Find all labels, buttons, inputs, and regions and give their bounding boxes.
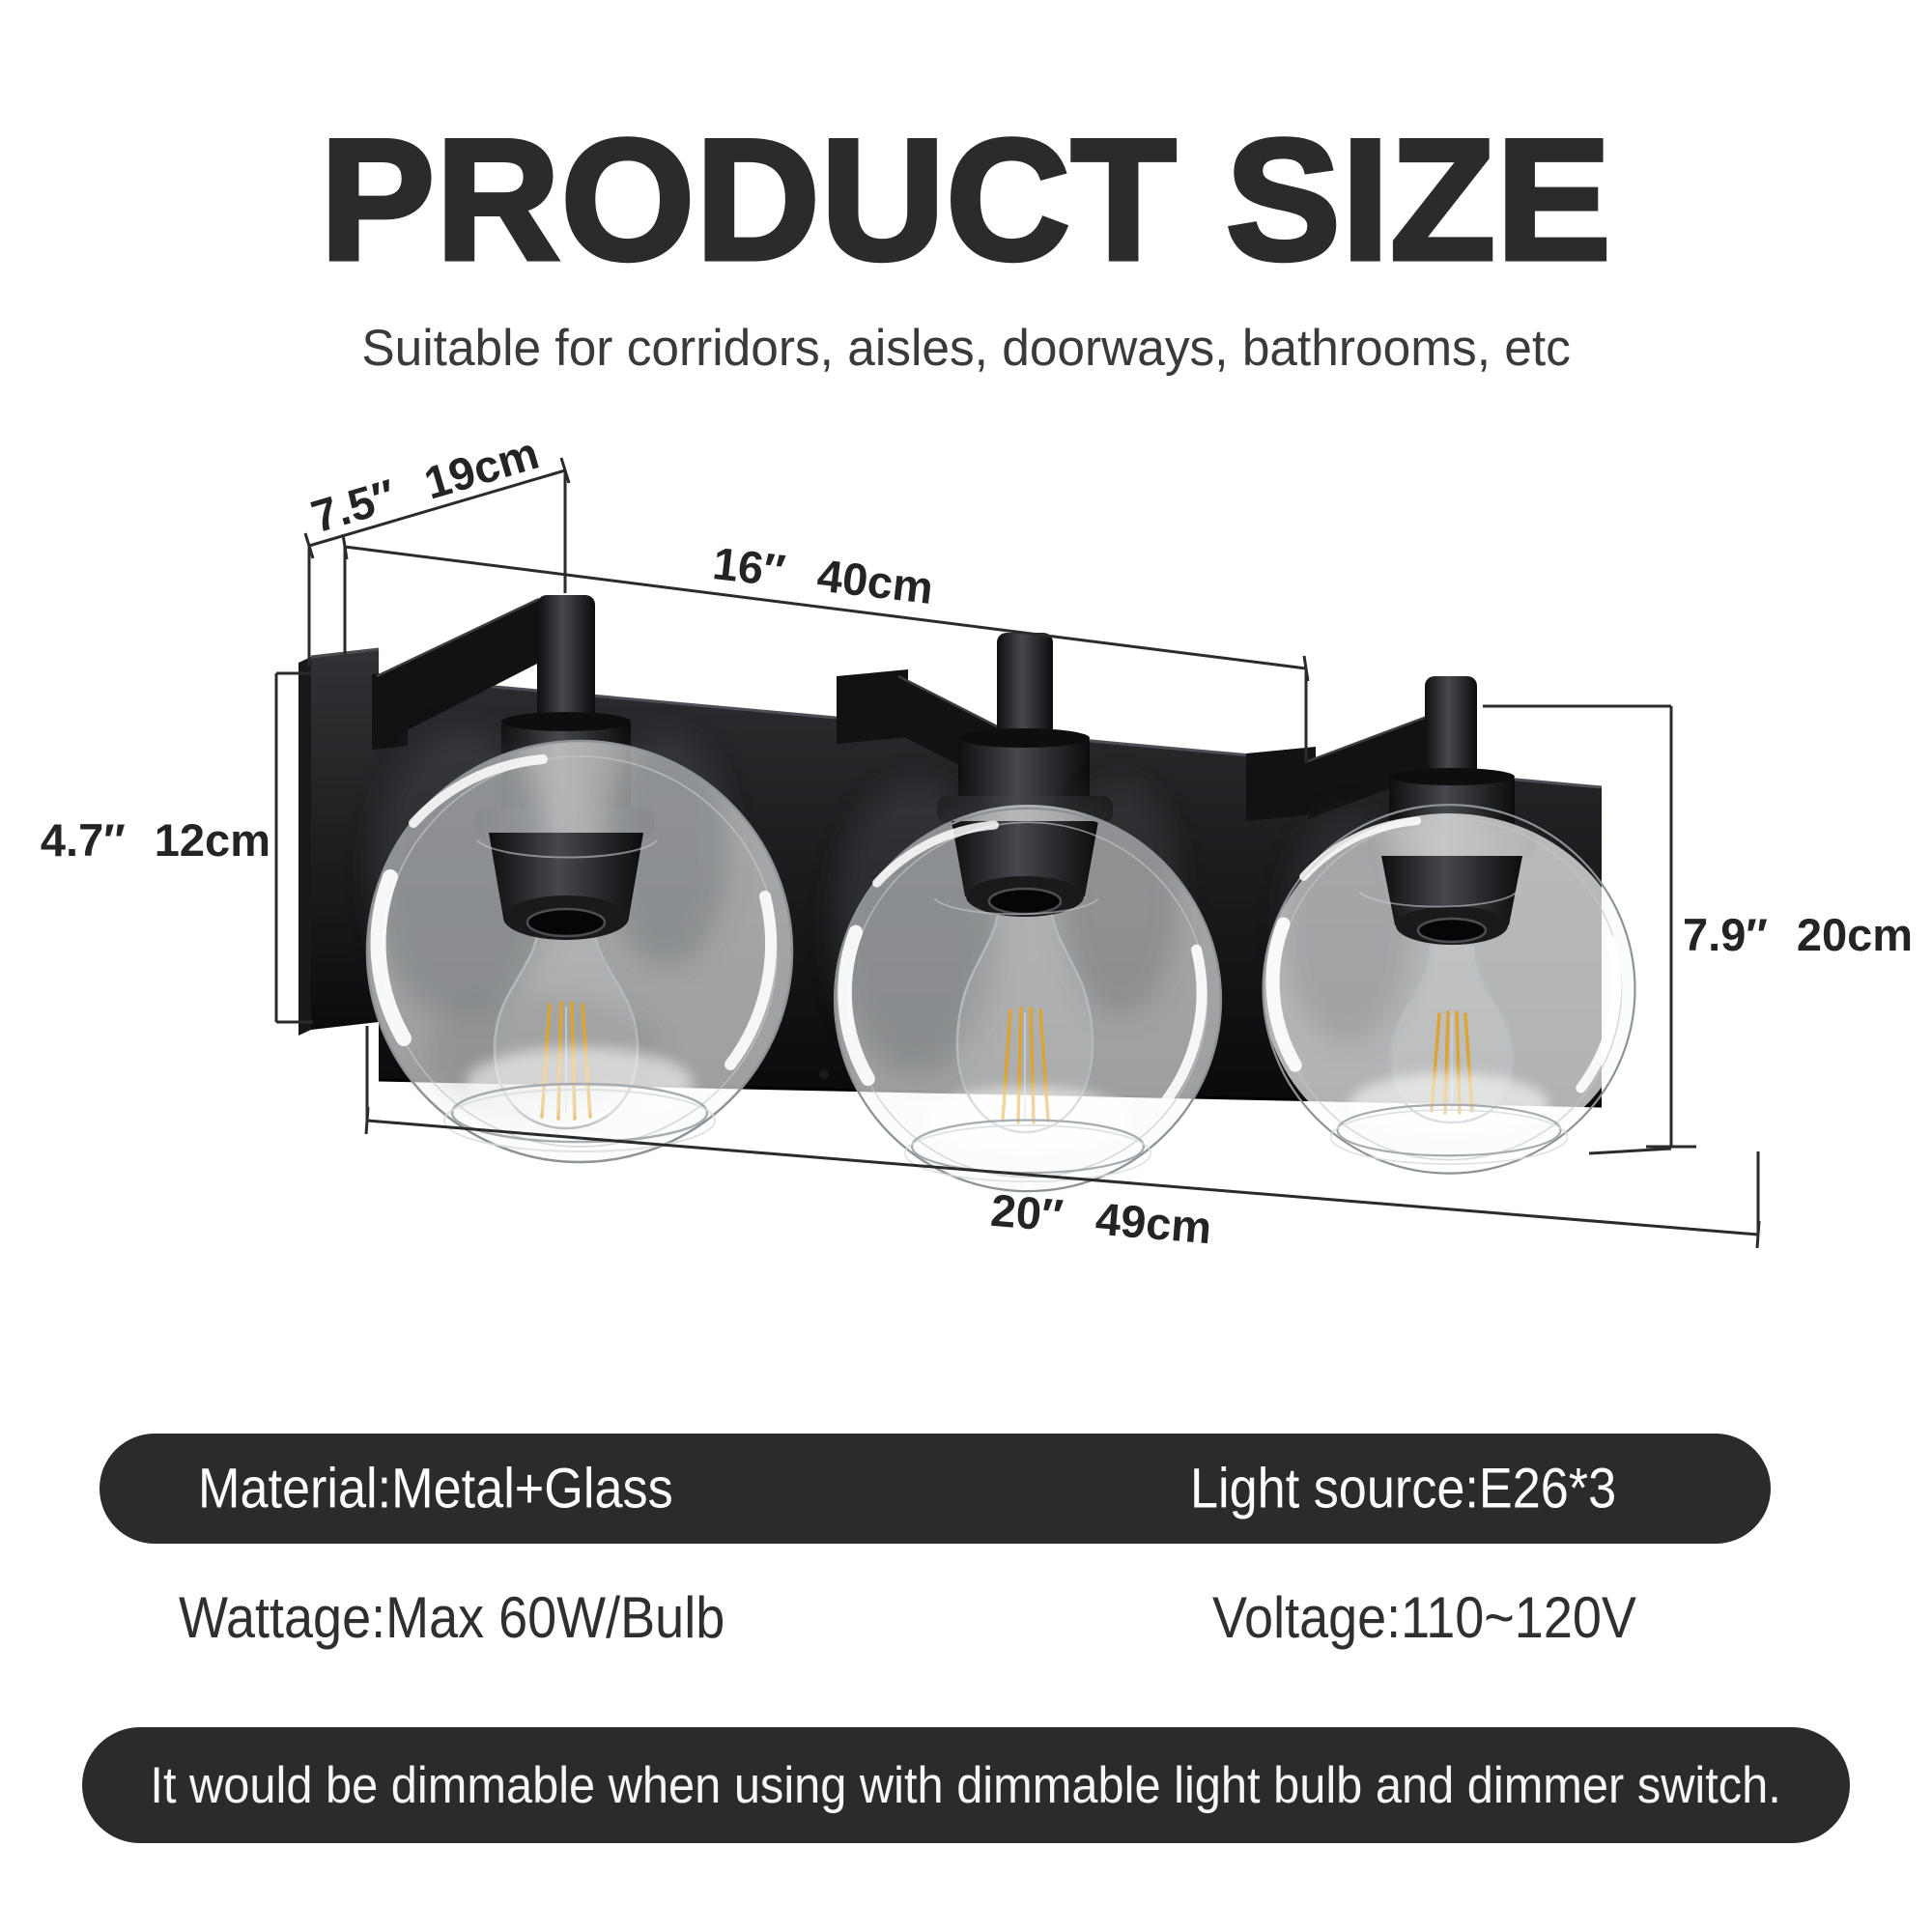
spec-light-source: Light source:E26*3 <box>1190 1457 1617 1520</box>
dim-overall-width: 20″ 49cm <box>988 1183 1214 1254</box>
dimmable-note: It would be dimmable when using with dimmable light bulb and dimmer switch. <box>150 1756 1782 1814</box>
dim-center-spacing: 16″ 40cm <box>710 537 936 613</box>
socket-cup-middle <box>952 821 1098 917</box>
wall-backplate <box>298 649 379 1036</box>
dim-backplate-height: 4.7″ 12cm <box>40 814 270 866</box>
spec-voltage: Voltage:110~120V <box>1212 1585 1636 1650</box>
dim-shade-height: 7.9″ 20cm <box>1683 909 1914 960</box>
page-subtitle: Suitable for corridors, aisles, doorways, bathrooms, etc <box>361 320 1571 377</box>
socket-cup-left <box>489 833 643 940</box>
dim-depth: 7.5″ 19cm <box>305 426 545 543</box>
spec-panel-top <box>99 1434 1771 1544</box>
spec-wattage: Wattage:Max 60W/Bulb <box>179 1585 725 1650</box>
page-title: PRODUCT SIZE <box>320 103 1612 296</box>
note-panel <box>82 1727 1850 1843</box>
spec-material: Material:Metal+Glass <box>198 1457 673 1520</box>
